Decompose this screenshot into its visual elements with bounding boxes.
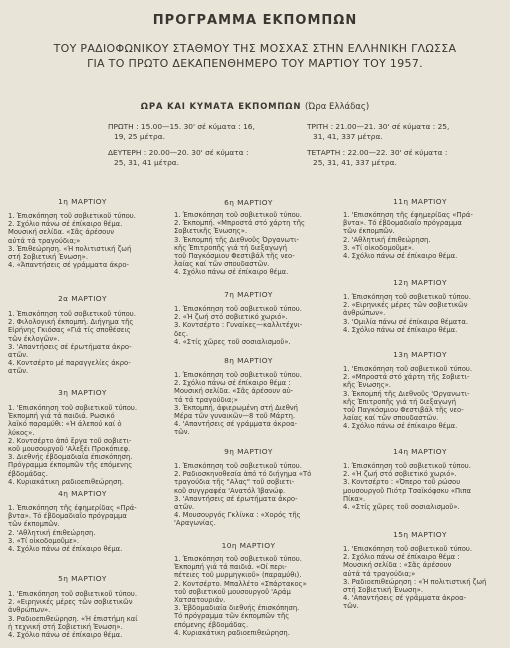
- program-item: 2. «Μπροστά στό χάρτη τῆς Σοβιετι-: [343, 373, 470, 382]
- program-item: αὐτά τά τραγούδια;»: [8, 236, 81, 245]
- program-item: 3. Κοντσέρτο : «Όπερο τοῦ ρώσου: [343, 478, 461, 487]
- program-item: 2. Φιλολογική έκπομπή. Διήγημα τῆς: [8, 318, 134, 327]
- schedule-line: ΠΡΩΤΗ : 15.00—15. 30' σέ κύματα : 16,: [108, 122, 255, 131]
- schedule-line: 25, 31, 41 μέτρα.: [114, 157, 180, 167]
- program-item: επόμενης έβδομάδας.: [174, 620, 249, 629]
- program-item: Μέρα τῶν γυναικῶν—8 τοῦ Μάρτη.: [174, 412, 296, 421]
- program-item: 2. «Ειρηνικές μέρες τῶν σοβιετικῶν: [343, 301, 468, 310]
- program-item: 1. Έπισκόπηση τοῦ σοβιετικοῦ τύπου.: [8, 212, 136, 220]
- program-item: 2. «Ειρηνικές μέρες τῶν σοβιετικῶν: [8, 598, 133, 607]
- program-item: 2. Έκπομπή. «Μπροστά στό χάρτη τῆς: [174, 219, 306, 228]
- program-item: 4. Σχόλιο πάνω σέ έπίκαιρο θέμα.: [8, 631, 123, 640]
- program-item: 2. 'Αθλητική έπιθεώρηση.: [343, 235, 431, 244]
- program-item: 1. Έπισκόπηση τοῦ σοβιετικοῦ τύπου.: [174, 305, 302, 313]
- program-item: 4. Σχόλιο πάνω σέ έπίκαιρο θέμα.: [8, 545, 123, 554]
- program-item: 4. Κυριακάτικη ραδιοεπιθεώρηση.: [8, 477, 124, 486]
- program-item: αὐτά τά τραγούδια;»: [343, 569, 416, 578]
- program-item: 2. «Ή ζωή στό σοβιετικό χωριό».: [343, 470, 457, 479]
- program-item: 4. Σχόλιο πάνω σέ έπίκαιρο θέμα.: [343, 252, 458, 261]
- schedule-line: ΤΕΤΑΡΤΗ : 22.00—22. 30' σέ κύματα :: [307, 148, 448, 157]
- program-item: μουσουργοῦ Πιότρ Τσαϊκόφσκυ «Πιπα: [343, 486, 471, 495]
- schedule-line: ΔΕΥΤΕΡΗ : 20.00—20. 30' σέ κύματα :: [108, 148, 249, 157]
- program-item: 4. Μουσουργός Γκλίνκα : «Χορός τῆς: [174, 511, 301, 520]
- program-item: 2. Κοντσέρτο. Μπαλλέτο «Σπάρτακος»: [174, 579, 307, 588]
- program-item: Πίκα».: [343, 494, 366, 503]
- program-item: 1. 'Επισκόπηση τοῦ σοβιετικοῦ τύπου.: [8, 590, 137, 598]
- program-item: τοῦ Παγκόσμιου Φεστιβάλ τῆς νεο-: [174, 252, 295, 261]
- program-item: 2. Σχόλιο πάνω σέ έπίκαιρο θέμα :: [343, 553, 460, 562]
- program-item: λαίας καί τῶν σπουδαστῶν.: [174, 260, 270, 269]
- day-heading-15: 15η ΜΑΡΤΙΟΥ: [393, 530, 447, 539]
- schedule-line: 19, 25 μέτρα.: [114, 131, 165, 141]
- day-items-3: [8, 404, 137, 486]
- program-item: 2. Κοντσέρτο ἀπό ἔργα τοῦ σοβιετι-: [8, 436, 132, 445]
- program-item: 3. 'Ομιλία πάνω σέ έπίκαιρα θέματα.: [343, 317, 468, 326]
- day-heading-5: 5η ΜΑΡΤΙΟΥ: [58, 574, 107, 583]
- program-item: 3. Έκπομπή, άφιερωμένη στή Διεθνή: [174, 403, 298, 412]
- day-items-13: [343, 365, 472, 431]
- program-item: κῆς Έπιτροπῆς γιά τή διεξαγωγή: [174, 243, 288, 252]
- program-item: 4. «Στίς χῶρες τοῦ σοσιαλισμοῦ».: [343, 503, 460, 512]
- program-item: τῶν έκπομπῶν.: [8, 520, 60, 529]
- program-item: 3. Ραδιοεπιθεώρηση : «Ή πολιτιστική ζωή: [343, 577, 487, 586]
- program-item: 2. Ραδιοσκηνοθεσία ἀπό τό διήγημα «Τό: [174, 470, 312, 479]
- program-item: 1. Έπισκόπηση τοῦ σοβιετικοῦ τύπου.: [343, 293, 471, 301]
- program-item: Τό πρόγραμμα τῶν έκπομπῶν τῆς: [174, 612, 290, 621]
- subtitle-line-1: ΤΟΥ ΡΑΔΙΟΦΩΝΙΚΟΥ ΣΤΑΘΜΟΥ ΤΗΣ ΜΟΣΧΑΣ ΣΤΗΝ ΕΛΛΗΝΙΚΗ ΓΛΩΣΣΑ: [53, 42, 457, 55]
- schedule-line: ΤΡΙΤΗ : 21.00—21. 30' σέ κύματα : 25,: [307, 122, 450, 131]
- program-item: τῶν έκλογῶν».: [8, 334, 60, 343]
- day-heading-7: 7η ΜΑΡΤΙΟΥ: [224, 290, 273, 299]
- program-item: 4. Σχόλιο πάνω σέ έπίκαιρο θέμα.: [174, 268, 289, 277]
- program-item: στή Σοβιετική Ένωση».: [8, 253, 88, 262]
- program-item: πέτειες τοῦ μυρμηγκιοῦ» (παραμύθι).: [174, 571, 302, 580]
- program-item: 1. Έπισκόπηση τοῦ σοβιετικοῦ τύπου.: [343, 462, 471, 470]
- program-item: 1. 'Επισκόπηση τῆς έφημερίδας «Πρά-: [343, 211, 473, 219]
- program-item: 1. Έπισκόπηση τοῦ σοβιετικοῦ τύπου.: [174, 462, 302, 470]
- program-item: 1. Έπισκόπηση τοῦ σοβιετικοῦ τύπου.: [174, 371, 302, 379]
- program-item: 2. Σχόλιο πάνω σέ έπίκαιρο θέμα.: [8, 220, 123, 229]
- program-item: 4. Κυριακάτικη ραδιοεπιθεώρηση.: [174, 628, 290, 637]
- program-item: Χατσατουριάν.: [174, 596, 226, 605]
- day-items-9: [174, 462, 311, 528]
- program-item: ἀνθρώπων».: [8, 606, 51, 615]
- program-item: κῆς Ένωσης».: [343, 381, 391, 390]
- day-heading-12: 12η ΜΑΡΤΙΟΥ: [393, 278, 447, 287]
- program-item: 3. Έβδομαδιαία διεθνής έπισκόπηση.: [174, 604, 300, 613]
- program-item: 3. Έκπομπή τῆς Διεθνοῦς 'Οργανωτι-: [343, 389, 470, 398]
- day-heading-6: 6η ΜΑΡΤΙΟΥ: [224, 198, 273, 207]
- program-item: 3. Έπιθεώρηση. «Ή πολιτιστική ζωή: [8, 244, 132, 253]
- program-item: βντα». Τό έβδομαδιαῖο πρόγραμμα: [343, 219, 462, 228]
- program-item: 1. Έπισκόπηση τῆς έφημερίδας «Πρά-: [8, 504, 137, 512]
- schedule-second: [108, 148, 248, 167]
- day-items-4: [8, 504, 137, 553]
- program-item: 4. Σχόλιο πάνω σέ έπίκαιρο θέμα.: [343, 325, 458, 334]
- program-item: 3. «Τί οἰκοδομοῦμε».: [8, 536, 80, 545]
- program-item: κοῦ μουσουργοῦ 'Αλεξέι Προκόπιεφ.: [8, 445, 131, 454]
- program-item: 1. 'Επισκόπηση τοῦ σοβιετικοῦ τύπου.: [343, 365, 472, 373]
- program-item: τραγούδια τῆς "Αλας" τοῦ σοβιετι-: [174, 478, 295, 487]
- program-item: τῶν.: [174, 428, 190, 437]
- day-heading-13: 13η ΜΑΡΤΙΟΥ: [393, 350, 447, 359]
- day-heading-11: 11η ΜΑΡΤΙΟΥ: [393, 197, 447, 206]
- day-heading-10: 10η ΜΑΡΤΙΟΥ: [221, 541, 276, 550]
- hours-title: ΩΡΑ ΚΑΙ ΚΥΜΑΤΑ ΕΚΠΟΜΠΩΝ: [140, 102, 302, 112]
- day-items-11: [343, 211, 473, 260]
- program-item: 3. Διεθνής έβδομαδιαία έπισκόπηση.: [8, 453, 133, 462]
- day-items-10: [174, 555, 307, 637]
- day-items-6: [174, 211, 305, 277]
- program-item: 4. 'Απαντήσεις σέ γράμματα άκροα-: [174, 420, 298, 429]
- day-items-2: [8, 310, 136, 376]
- program-item: Μουσική σελίδα. «Σᾶς άρέσουν: [8, 228, 115, 237]
- schedule-first: [108, 122, 255, 141]
- program-item: 3. Κοντσέρτο : Γυναίκες—καλλιτέχνι-: [174, 321, 303, 330]
- day-items-15: [343, 545, 486, 611]
- program-item: ἀνθρώπων».: [343, 309, 386, 318]
- day-items-5: [8, 590, 138, 639]
- schedule-line: 31, 41, 337 μέτρα.: [313, 131, 383, 141]
- program-item: 4. 'Απαντήσεις σέ γράμματα άκροα-: [343, 594, 467, 603]
- program-item: 4. Κοντσέρτο μέ παραγγελίες άκρο-: [8, 359, 131, 368]
- program-item: 1. 'Επισκόπηση τοῦ σοβιετικοῦ τύπου.: [8, 404, 137, 412]
- program-item: 1. Έπισκόπηση τοῦ σοβιετικοῦ τύπου.: [8, 310, 136, 318]
- program-item: 2. «Ή ζωή στό σοβιετικό χωριό».: [174, 313, 288, 322]
- program-item: 1. Έπισκόπηση τοῦ σοβιετικοῦ τύπου.: [174, 555, 302, 563]
- program-item: 1. Έπισκόπηση τοῦ σοβιετικοῦ τύπου.: [174, 211, 302, 219]
- day-heading-3: 3η ΜΑΡΤΙΟΥ: [58, 388, 107, 397]
- schedule-line: 25, 31, 41, 337 μέτρα.: [313, 157, 397, 167]
- day-heading-4: 4η ΜΑΡΤΙΟΥ: [58, 489, 107, 498]
- day-heading-1: 1η ΜΑΡΤΙΟΥ: [58, 197, 107, 206]
- day-items-8: [174, 371, 302, 437]
- day-items-12: [343, 293, 471, 334]
- day-items-14: [343, 462, 471, 511]
- program-item: 4. «Στίς χῶρες τοῦ σοσιαλισμοῦ».: [174, 337, 291, 346]
- program-item: τοῦ Παγκόσμιου Φεστιβάλ τῆς νεο-: [343, 406, 464, 415]
- program-item: τοῦ σοβιετικοῦ μουσουργοῦ 'Αράμ: [174, 587, 291, 596]
- program-item: Σοβιετικῆς Ένωσης».: [174, 227, 248, 236]
- program-item: 3. Ραδιοεπιθεώρηση. «Ή ἐπιστήμη καί: [8, 614, 138, 623]
- program-item: δες.: [174, 329, 188, 338]
- day-heading-14: 14η ΜΑΡΤΙΟΥ: [393, 447, 447, 456]
- program-item: Εἰρήνης Γκιόσας «Γιά τίς σποθέσεις: [8, 326, 131, 335]
- program-item: κοῦ συγγραφέα 'Ανατόλ Ίβανώφ.: [174, 486, 286, 495]
- program-item: 3. 'Απαντήσεις σέ έρωτήματα άκρο-: [8, 342, 132, 351]
- program-item: 4. «Άπαντήσεις σέ γράμματα άκρο-: [8, 261, 129, 270]
- program-item: 1. 'Επισκόπηση τοῦ σοβιετικοῦ τύπου.: [343, 545, 472, 553]
- program-item: 2. Σχόλιο πάνω σέ έπίκαιρο θέμα :: [174, 379, 291, 388]
- program-item: ατῶν.: [174, 503, 195, 512]
- program-item: 4. Σχόλιο πάνω σέ έπίκαιρο θέμα.: [343, 422, 458, 431]
- program-item: 2. 'Αθλητική έπιθεώρηση.: [8, 528, 96, 537]
- page-title: ΠΡΟΓΡΑΜΜΑ ΕΚΠΟΜΠΩΝ: [152, 13, 358, 28]
- program-item: ατῶν.: [8, 351, 29, 360]
- day-items-7: [174, 305, 302, 346]
- program-item: 3. 'Απαντήσεις σέ έρωτήματα άκρο-: [174, 494, 298, 503]
- program-item: έβδομάδας.: [8, 469, 48, 478]
- hours-heading: [0, 102, 510, 112]
- program-item: 'Αραγωνίας.: [174, 519, 216, 528]
- program-item: Μουσική σελίδα : «Σᾶς άρέσουν: [343, 561, 452, 570]
- program-item: Πρόγραμμα έκπομπῶν τῆς επόμενης: [8, 461, 133, 470]
- program-item: ἡ τεχνική στή Σοβιετική Ένωση».: [8, 622, 123, 631]
- program-item: λύκος».: [8, 428, 35, 437]
- program-item: Έκπομπή γιά τά παιδιά. Ρωσικό: [8, 412, 115, 421]
- program-item: τῶν.: [343, 602, 359, 611]
- program-item: κῆς Έπιτροπῆς γιά τή διεξαγωγή: [343, 397, 457, 406]
- schedule-fourth: [307, 148, 447, 167]
- program-item: 3. «Τί οἰκοδομοῦμε».: [343, 243, 415, 252]
- program-item: λαϊκό παραμύθι: «Ή άλεπού καί ὁ: [8, 420, 122, 429]
- program-item: τῶν έκπομπῶν.: [343, 227, 395, 236]
- day-items-1: [8, 212, 136, 269]
- program-item: τά τά τραγούδια;»: [174, 395, 238, 404]
- day-heading-8: 8η ΜΑΡΤΙΟΥ: [224, 356, 273, 365]
- program-item: στή Σοβιετική Ένωση».: [343, 586, 423, 595]
- day-heading-2: 2α ΜΑΡΤΙΟΥ: [58, 294, 107, 303]
- program-item: ατῶν.: [8, 367, 29, 376]
- subtitle-line-2: ΓΙΑ ΤΟ ΠΡΩΤΟ ΔΕΚΑΠΕΝΘΗΜΕΡΟ ΤΟΥ ΜΑΡΤΙΟΥ ΤΟΥ 1957.: [87, 57, 423, 70]
- program-item: Μουσική σελίδα. «Σᾶς άρέσουν αὐ-: [174, 387, 294, 396]
- program-item: Έκπομπή γιά τά παιδιά. «Οί περι-: [174, 563, 287, 572]
- hours-note: (Ώρα Ελλάδας): [305, 102, 370, 112]
- program-item: λαίας καί τῶν σπουδαστῶν.: [343, 414, 439, 423]
- schedule-third: [307, 122, 449, 141]
- day-heading-9: 9η ΜΑΡΤΙΟΥ: [224, 447, 273, 456]
- program-item: βντα». Τό έβδομαδιαῖο πρόγραμμα: [8, 512, 127, 521]
- program-item: 3. Έκπομπή τῆς Διεθνοῦς Όργανωτι-: [174, 235, 299, 244]
